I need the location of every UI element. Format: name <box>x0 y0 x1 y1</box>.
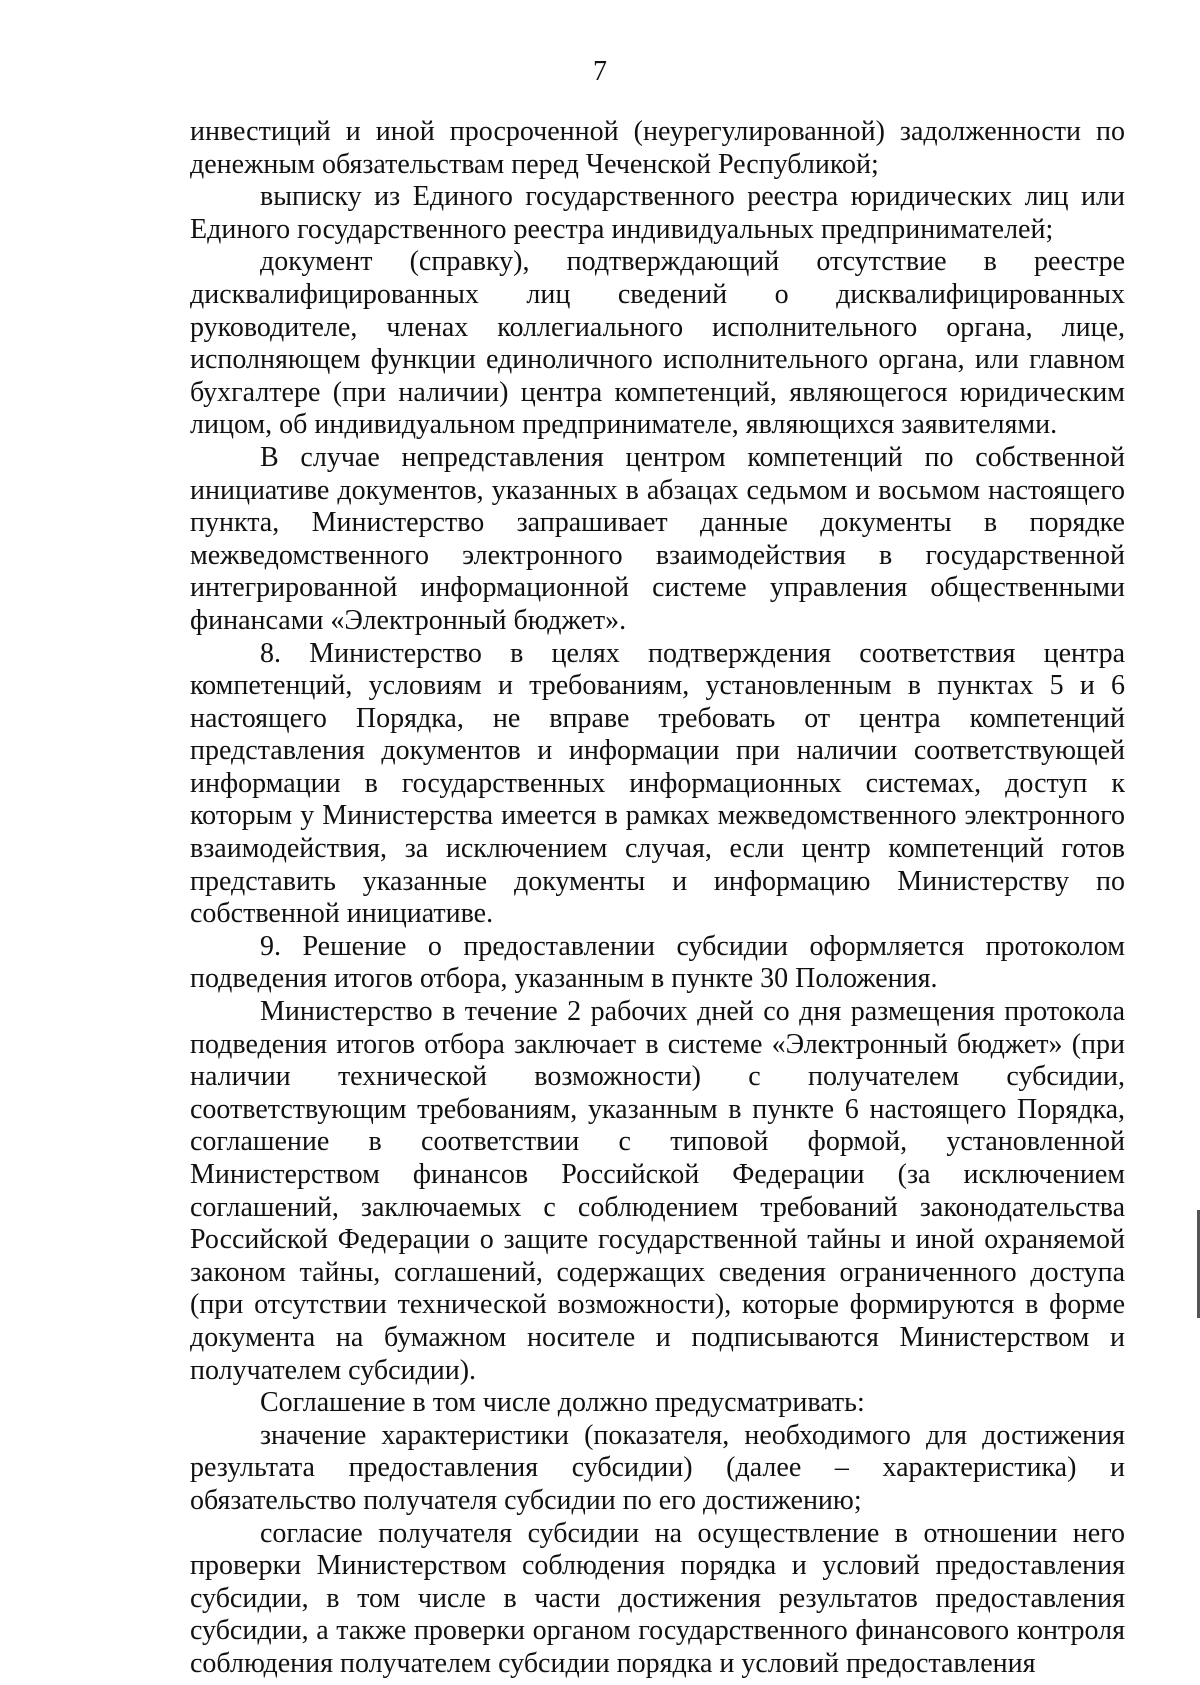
paragraph-item-8: 8. Министерство в целях подтверждения соответствия центра компетенций, условиям и требованиям, установленным в пунктах 5 и 6 настоящего Порядка, не вправе требовать от центра компетенций представления документов и информации при наличии соответствующей информации в государственных информационных системах, доступ к которым у Министерства имеется в рамках межведомственного электронного взаимодействия, за исключением случая, если центр компетенций готов представить указанные документы и информацию Министерству по собственной инициативе. <box>190 637 1125 930</box>
paragraph-agreement-terms: Соглашение в том числе должно предусматривать: <box>260 1387 865 1419</box>
page-number: 7 <box>593 56 607 87</box>
paragraph-egrul-extract: выписку из Единого государственного реестра юридических лиц или Единого государственного реестра индивидуальных предпринимателей; <box>190 181 1125 245</box>
paragraph-item-9: 9. Решение о предоставлении субсидии оформляется протоколом подведения итогов отбора, указанным в пункте 30 Положения. <box>190 930 1125 995</box>
paragraph-interagency-request: В случае непредставления центром компетенций по собственной инициативе документов, указанных в абзацах седьмом и восьмом настоящего пункта, Министерство запрашивает данные документы в порядке межведомственного электронного взаимодействия в государственной интегрированной информационной системе управления общественными финансами «Электронный бюджет». <box>190 441 1125 636</box>
paragraph-continuation: инвестиций и иной просроченной (неурегулированной) задолженности по денежным обязательствам перед Чеченской Республикой; <box>190 116 1125 180</box>
paragraph-disqualified-registry: документ (справку), подтверждающий отсутствие в реестре дисквалифицированных лиц сведений о дисквалифицированных руководителе, членах коллегиального исполнительного органа, лице, исполняющем функции единоличного исполнительного органа, или главном бухгалтере (при наличии) центра компетенций, являющегося юридическим лицом, об индивидуальном предпринимателе, являющихся заявителями. <box>190 246 1125 441</box>
paragraph-characteristic-value: значение характеристики (показателя, необходимого для достижения результата предоставления субсидии) (далее – характеристика) и обязательство получателя субсидии по его достижению; <box>190 1419 1125 1516</box>
document-body <box>190 116 1125 1681</box>
paragraph-recipient-consent: согласие получателя субсидии на осуществление в отношении него проверки Министерством соблюдения порядка и условий предоставления субсидии, в том числе в части достижения результатов предоставления субсидии, а также проверки органом государственного финансового контроля соблюдения получателем субсидии порядка и условий предоставления <box>190 1517 1125 1679</box>
paragraph-agreement-conclusion: Министерство в течение 2 рабочих дней со дня размещения протокола подведения итогов отбора заключает в системе «Электронный бюджет» (при наличии технической возможности) с получателем субсидии, соответствующим требованиям, указанным в пункте 6 настоящего Порядка, соглашение в соответствии с типовой формой, установленной Министерством финансов Российской Федерации (за исключением соглашений, заключаемых с соблюдением требований законодательства Российской Федерации о защите государственной тайны и иной охраняемой законом тайны, соглашений, содержащих сведения ограниченного доступа (при отсутствии технической возможности), которые формируются в форме документа на бумажном носителе и подписываются Министерством и получателем субсидии). <box>190 996 1125 1386</box>
